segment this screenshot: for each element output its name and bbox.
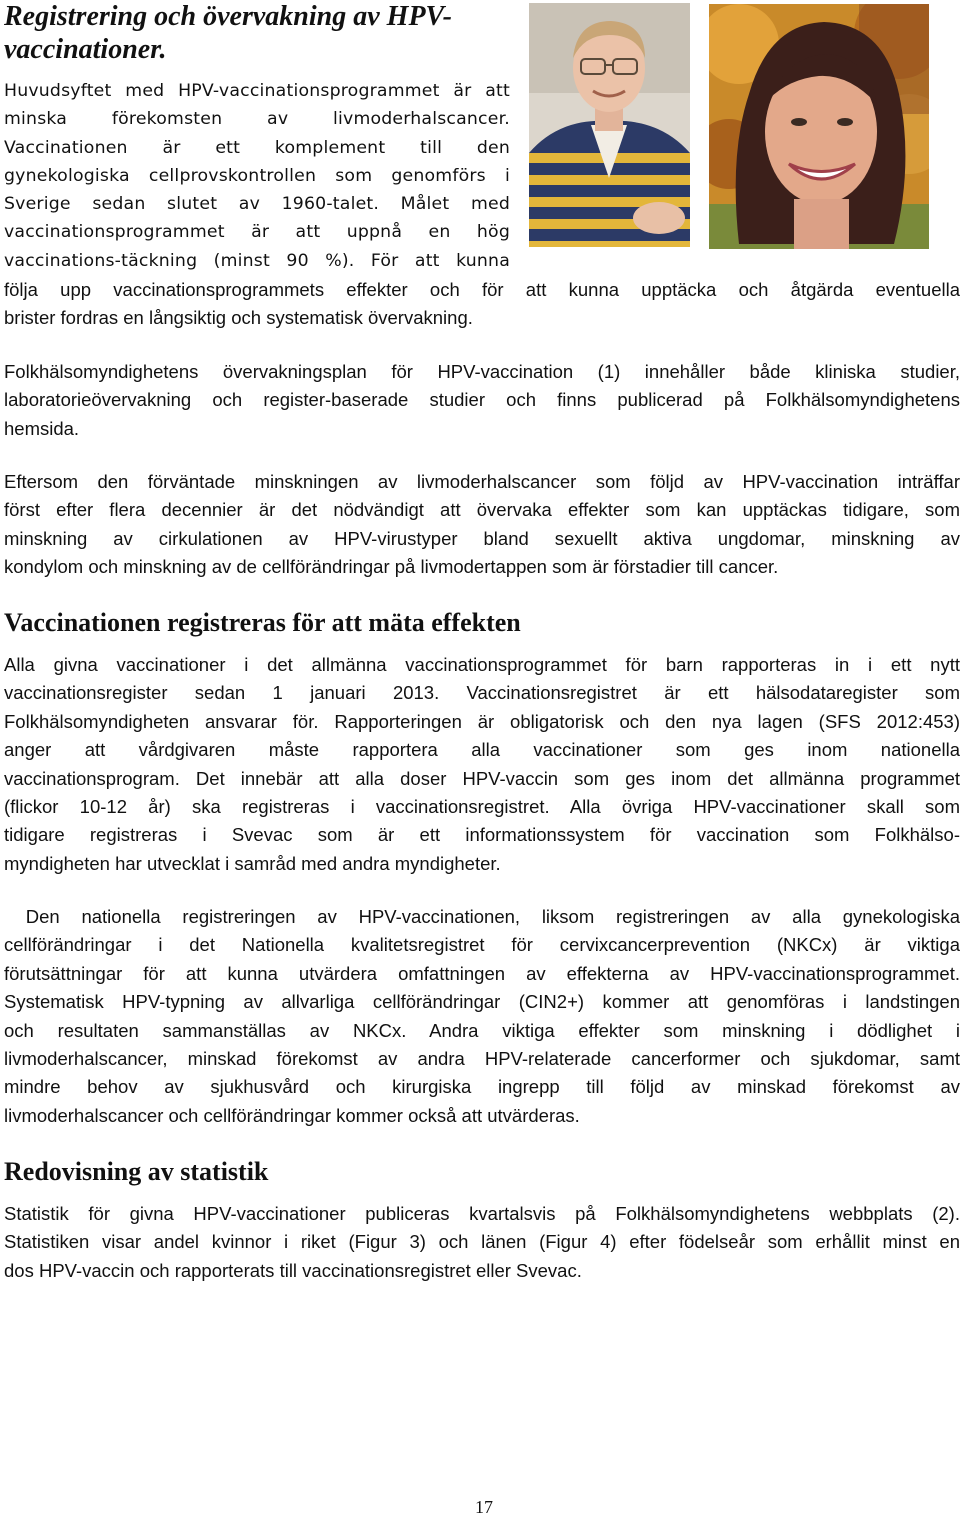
text-line: Vaccinationen är ett komplement till den bbox=[4, 137, 510, 158]
text-line: följa upp vaccinationsprogrammets effekter och för att kunna upptäcka och åtgärda eventuella bbox=[4, 279, 960, 300]
text-line: förutsättningar för att kunna utvärdera omfattningen av effekterna av HPV-vaccinationsprogrammet. bbox=[4, 962, 960, 984]
text-line: Sverige sedan slutet av 1960-talet. Målet med bbox=[4, 194, 510, 215]
text-line: anger att vårdgivaren måste rapportera alla vaccinationer som ges inom nationella bbox=[4, 739, 960, 761]
section-heading-registration: Vaccinationen registreras för att mäta effekten bbox=[4, 608, 521, 637]
intro-paragraph-continued bbox=[4, 276, 960, 333]
text-line: mindre behov av sjukhusvård och kirurgiska ingrepp till följd av minskad förekomst av bbox=[4, 1076, 960, 1098]
text-line: vaccinationsprogrammet är att uppnå en hög bbox=[4, 222, 510, 243]
text-line: Folkhälsomyndigheten ansvarar för. Rapporteringen är obligatorisk och den nya lagen (SFS 2012:453) bbox=[4, 710, 960, 732]
page-number: 17 bbox=[475, 1497, 493, 1517]
text-line: dos HPV-vaccin och rapporterats till vaccinationsregistret eller Svevac. bbox=[4, 1259, 582, 1281]
text-line: vaccinationsregister sedan 1 januari 2013. Vaccinationsregistret är ett hälsodataregister som bbox=[4, 682, 960, 704]
page-title: Registrering och övervakning av HPV-vaccinationer. bbox=[4, 1, 452, 65]
section-heading-statistics: Redovisning av statistik bbox=[4, 1157, 269, 1186]
paragraph-surveillance-plan bbox=[4, 358, 960, 443]
text-line: myndigheten har utvecklat i samråd med andra myndigheter. bbox=[4, 852, 501, 874]
text-line: Systematisk HPV-typning av allvarliga cellförändringar (CIN2+) kommer att genomföras i landstingen bbox=[4, 991, 960, 1013]
portrait-photo-woman bbox=[709, 4, 929, 249]
paragraph-statistics bbox=[4, 1200, 960, 1285]
intro-paragraph-column bbox=[4, 77, 510, 275]
text-line: livmoderhalscancer och cellförändringar kommer också att utvärderas. bbox=[4, 1104, 580, 1126]
text-line: vaccinations-täckning (minst 90 %). För att kunna bbox=[4, 250, 510, 271]
text-line: Eftersom den förväntade minskningen av livmoderhalscancer som följd av HPV-vaccination inträffar bbox=[4, 471, 960, 492]
text-line: tidigare registreras i Svevac som är ett informationssystem för vaccination som Folkhälso- bbox=[4, 824, 960, 846]
text-line: livmoderhalscancer, minskad förekomst av andra HPV-relaterade cancerformer och sjukdomar, samt bbox=[4, 1048, 960, 1070]
text-line: vaccinationsprogram. Det innebär att alla doser HPV-vaccin som ges inom det allmänna programmet bbox=[4, 767, 960, 789]
paragraph-registration bbox=[4, 651, 960, 878]
text-line: laboratorieövervakning och register-baserade studier och finns publicerad på Folkhälsomyndighetens bbox=[4, 389, 960, 411]
text-line: Statistiken visar andel kvinnor i riket (Figur 3) och länen (Figur 4) efter födelseår som erhållit minst en bbox=[4, 1231, 960, 1253]
paragraph-expected-effects bbox=[4, 468, 960, 582]
text-line: gynekologiska cellprovskontrollen som genomförs i bbox=[4, 165, 510, 186]
text-line: minskning av cirkulationen av HPV-virustyper bland sexuellt aktiva ungdomar, minskning av bbox=[4, 527, 960, 549]
text-line: Den nationella registreringen av HPV-vaccinationen, liksom registreringen av alla gynekologiska bbox=[4, 906, 960, 927]
text-line: kondylom och minskning av de cellförändringar på livmodertappen som är förstadier till cancer. bbox=[4, 556, 779, 578]
text-line: cellförändringar i det Nationella kvalitetsregistret för cervixcancerprevention (NKCx) är viktiga bbox=[4, 934, 960, 956]
text-line: minska förekomsten av livmoderhalscancer. bbox=[4, 109, 510, 130]
text-line: Folkhälsomyndighetens övervakningsplan för HPV-vaccination (1) innehåller både kliniska studier, bbox=[4, 361, 960, 382]
text-line: Statistik för givna HPV-vaccinationer publiceras kvartalsvis på Folkhälsomyndighetens webbplats (2). bbox=[4, 1203, 960, 1224]
text-line: Alla givna vaccinationer i det allmänna vaccinationsprogrammet för barn rapporteras in i ett nytt bbox=[4, 654, 960, 675]
paragraph-national-registration bbox=[4, 903, 960, 1130]
portrait-photos bbox=[529, 3, 929, 249]
text-line: brister fordras en långsiktig och systematisk övervakning. bbox=[4, 307, 473, 329]
text-line: och resultaten sammanställas av NKCx. Andra viktiga effekter som minskning i dödlighet i bbox=[4, 1019, 960, 1041]
intro-paragraph bbox=[4, 77, 510, 275]
text-line: Huvudsyftet med HPV-vaccinationsprogrammet är att bbox=[4, 81, 510, 101]
text-line: först efter flera decennier är det nödvändigt att övervaka effekter som kan upptäckas tidigare, som bbox=[4, 499, 960, 521]
text-line: hemsida. bbox=[4, 417, 80, 439]
text-line: (flickor 10-12 år) ska registreras i vaccinationsregistret. Alla övriga HPV-vaccinationer skall som bbox=[4, 796, 960, 818]
portrait-photo-man bbox=[529, 3, 690, 247]
